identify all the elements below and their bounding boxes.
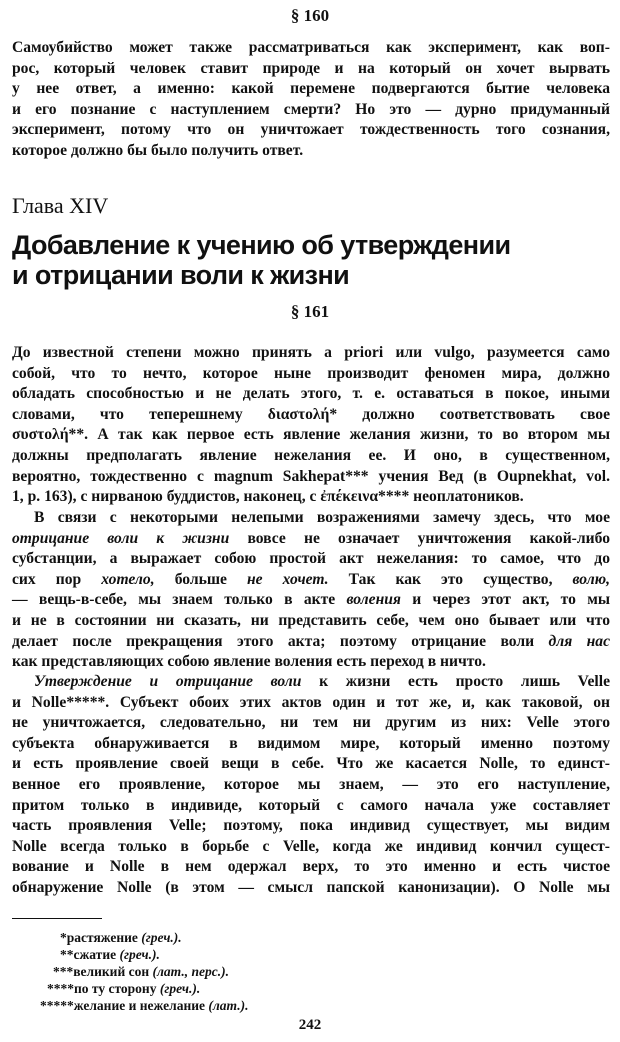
text-line: вование и Nolle в нем одержал верх, то это именно и есть чистое — [12, 858, 610, 876]
text-line: и Nolle*****. Субъект обоих этих актов один и тот же, и, как таковой, он — [12, 693, 610, 711]
text-line: не уничтожается, следовательно, ни тем ни другим из них: Velle этого — [12, 714, 610, 732]
italic-phrase: Утверждение и отрицание воли — [34, 673, 302, 690]
italic-phrase: воления — [346, 591, 401, 609]
section-161-paragraph-3 — [12, 672, 610, 899]
text-line: — вещь-в-себе, мы знаем только в акте воления и через этот акт, то мы — [12, 591, 610, 609]
text-line: Nolle всегда только в борьбе с Velle, когда же индивид кончил сущест- — [12, 837, 610, 855]
text-line: В связи с некоторыми нелепыми возражениями замечу здесь, что мое — [34, 509, 610, 526]
text-line: 1, p. 163), с нирваною буддистов, наконец, с ἐπέκεινα**** неоплатоников. — [12, 488, 524, 506]
text-line: сих пор хотело, больше не хочет. Так как это существо, волю, — [12, 570, 610, 588]
text-line: отрицание воли к жизни вовсе не означает уничтожения какой-либо — [12, 529, 611, 547]
footnote: **сжатие (греч.). — [60, 947, 160, 962]
section-161-paragraph-2 — [12, 508, 610, 673]
section-160-heading: § 160 — [290, 6, 330, 25]
text-line: рос, который человек ставит природе и на который он хочет вырвать — [12, 59, 610, 77]
text-line: субстанции, а выражает собою простой акт нежелания: то самое, что до — [12, 550, 610, 568]
italic-phrase: хотело, — [101, 570, 155, 588]
text-line: и не в состоянии ни сказать, ни представить себе, чем оно бывает или что — [12, 611, 610, 629]
section-161-heading: § 161 — [290, 302, 330, 321]
section-161-paragraph-1 — [12, 343, 610, 508]
text-line: и его познание с наступлением смерти? Но это — дурно придуманный — [12, 100, 610, 118]
chapter-title-line: Добавление к учению об утверждении — [12, 230, 511, 260]
footnote: ****по ту сторону (греч.). — [47, 981, 201, 996]
text-line: должны предполагать явление нежелания ее. И оно, в существенном, — [12, 446, 610, 464]
text-line: собой, что то нечто, которое ныне производит феномен мира, должно — [12, 364, 610, 382]
chapter-title — [12, 230, 510, 290]
text-line: Самоубийство может также рассматриваться как эксперимент, как воп- — [12, 39, 610, 56]
text-line: часть проявления Velle; поэтому, пока индивид существует, мы видим — [12, 817, 610, 835]
footnote-divider — [12, 918, 102, 919]
text-line: обладать способностью и не делать этого, т. е. оставаться в покое, иными — [12, 385, 610, 403]
italic-phrase: не хочет. — [247, 570, 329, 588]
text-line: словами, что теперешнему διαστολή* должно соответствовать свое — [12, 405, 610, 423]
page-number: 242 — [298, 1017, 322, 1033]
text-line: συστολή**. А так как первое есть явление желания жизни, то во втором мы — [12, 426, 610, 444]
text-line: и есть проявление своей вещи в себе. Что же касается Nolle, то единст- — [12, 755, 610, 773]
text-line: Утверждение и отрицание воли к жизни есть просто лишь Velle — [34, 673, 611, 690]
chapter-title-line: и отрицании воли к жизни — [12, 260, 350, 290]
chapter-label: Глава XIV — [12, 193, 109, 218]
footnote: *****желание и нежелание (лат.). — [40, 998, 249, 1013]
text-line: которое должно бы было получить ответ. — [12, 141, 304, 159]
italic-phrase: волю, — [572, 570, 610, 588]
text-line: субъекта обнаруживается в видимом мире, который именно поэтому — [12, 734, 610, 752]
italic-phrase: для нас — [548, 632, 610, 650]
footnote: *растяжение (греч.). — [60, 930, 182, 945]
text-line: венное его проявление, которое мы знаем, — это его наступление, — [12, 775, 610, 793]
section-160-paragraph — [12, 38, 610, 162]
italic-phrase: отрицание воли к жизни — [12, 529, 230, 547]
text-line: эксперимент, потому что он уничтожает тождественность того сознания, — [12, 121, 610, 139]
text-line: притом только в индивиде, который с самого начала уже составляет — [12, 796, 610, 814]
text-line: у нее ответ, а именно: какой перемене подвергаются бытие человека — [12, 80, 610, 98]
text-line: обнаружение Nolle (в этом — смысл папской канонизации). О Nolle мы — [12, 878, 610, 896]
text-line: делает после прекращения этого акта; поэтому отрицание воли для нас — [12, 632, 610, 650]
text-line: До известной степени можно принять a priori или vulgo, разумеется само — [12, 344, 610, 361]
text-line: как представляющих собою явление воления есть переход в ничто. — [12, 653, 486, 671]
footnote: ***великий сон (лат., перс.). — [53, 964, 229, 979]
text-line: вероятно, тождественно с magnum Sakhepat*** учения Вед (в Oupnekhat, vol. — [12, 467, 610, 485]
